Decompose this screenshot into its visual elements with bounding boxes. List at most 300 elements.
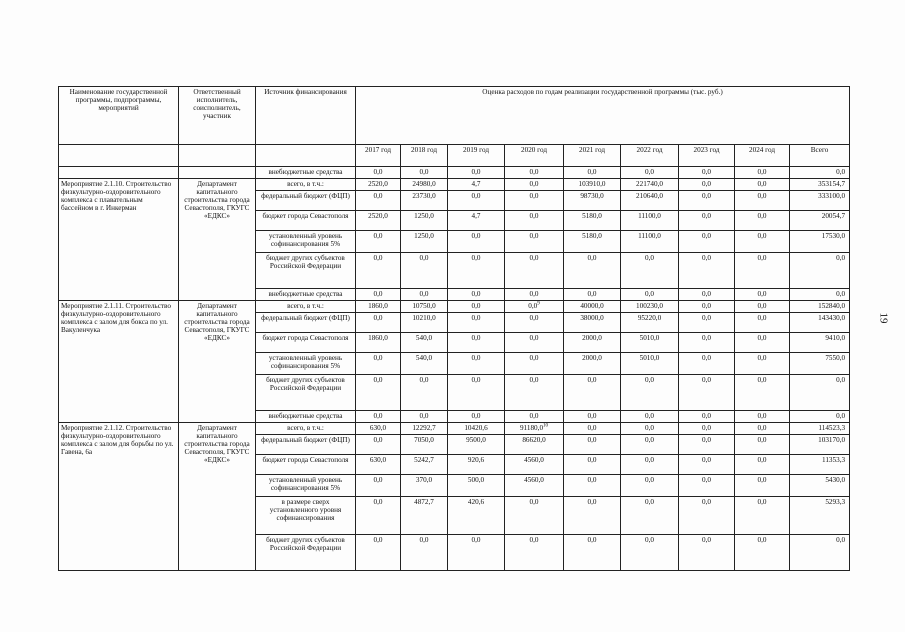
source-cell: внебюджетные средства [256, 167, 356, 179]
value-cell [401, 211, 448, 231]
value-cell [735, 301, 790, 313]
value-text: 0,0 [702, 424, 711, 432]
value-text: 0,0 [373, 192, 383, 200]
value-cell [356, 301, 401, 313]
table-row [59, 179, 850, 191]
value-text: 1860,0 [368, 334, 388, 342]
value-cell [448, 455, 505, 475]
value-text: 0,0 [529, 232, 539, 240]
value-cell [564, 423, 621, 435]
value-text: 333100,0 [818, 192, 846, 200]
value-cell [448, 253, 505, 289]
value-cell [564, 231, 621, 253]
value-cell [564, 253, 621, 289]
value-text: 500,0 [467, 476, 485, 484]
value-cell [356, 455, 401, 475]
value-cell [448, 167, 505, 179]
value-cell [564, 179, 621, 191]
value-cell [790, 333, 850, 353]
value-cell [564, 301, 621, 313]
value-text: 0,0 [529, 314, 539, 322]
value-cell [790, 167, 850, 179]
value-text: 0,0 [373, 354, 383, 362]
value-cell [356, 191, 401, 211]
value-cell [356, 289, 401, 301]
value-cell [356, 313, 401, 333]
value-cell [735, 375, 790, 411]
value-text: 0,0 [529, 376, 539, 384]
value-text: 353154,7 [818, 180, 846, 188]
value-cell [790, 191, 850, 211]
header-name: Наименование государственной программы, подпрограммы, мероприятий [59, 87, 179, 145]
value-cell [735, 455, 790, 475]
value-text: 0,0 [419, 254, 429, 262]
value-text: 0,0 [587, 376, 597, 384]
value-cell [356, 333, 401, 353]
value-text: 0,0 [529, 290, 539, 298]
value-cell [621, 475, 679, 497]
source-cell: установленный уровень софинансирования 5% [256, 475, 356, 497]
value-cell [505, 301, 564, 313]
value-text: 2520,0 [368, 180, 388, 188]
value-text: 0,0 [373, 232, 383, 240]
value-text: 0,0 [471, 290, 481, 298]
value-text: 0,0 [702, 334, 711, 342]
value-cell [564, 211, 621, 231]
value-text: 0,0 [757, 314, 767, 322]
measure-executor: Департамент капитального строительства города Севастополя, ГКУГС «ЕДКС» [179, 301, 256, 423]
value-cell [448, 211, 505, 231]
value-cell [735, 179, 790, 191]
value-text: 0,0 [836, 412, 846, 420]
table-row [59, 423, 850, 435]
value-text: 0,0 [529, 254, 539, 262]
value-text: 0,0 [702, 302, 711, 310]
value-cell [401, 435, 448, 455]
value-text: 0,0 [529, 412, 539, 420]
value-cell [790, 353, 850, 375]
value-text: 5180,0 [582, 232, 602, 240]
value-cell [564, 497, 621, 535]
value-cell [790, 497, 850, 535]
value-text: 0,0 [528, 302, 538, 310]
value-cell [621, 167, 679, 179]
value-text: 0,0 [645, 168, 654, 176]
value-text: 4,7 [471, 180, 481, 188]
source-cell: бюджет города Севастополя [256, 455, 356, 475]
value-text: 0,0 [587, 476, 597, 484]
value-text: 7050,0 [414, 436, 434, 444]
value-text: 0,0 [757, 302, 767, 310]
value-text: 0,0 [419, 412, 429, 420]
value-cell [621, 179, 679, 191]
value-cell [790, 253, 850, 289]
value-cell [505, 497, 564, 535]
value-text: 0,0 [757, 456, 767, 464]
value-text: 0,0 [419, 376, 429, 384]
value-text: 0,0 [529, 498, 539, 506]
value-cell [564, 289, 621, 301]
value-text: 0,0 [373, 476, 383, 484]
table-row [59, 167, 850, 179]
source-cell: бюджет города Севастополя [256, 333, 356, 353]
value-cell [679, 353, 735, 375]
page-number: 19 [877, 312, 890, 324]
value-text: 0,0 [529, 180, 539, 188]
value-cell [621, 435, 679, 455]
value-text: 4560,0 [524, 476, 544, 484]
value-text: 0,0 [702, 354, 711, 362]
value-cell [621, 375, 679, 411]
value-text: 103910,0 [578, 180, 606, 188]
year-header: 2023 год [679, 145, 735, 167]
value-text: 1250,0 [414, 232, 434, 240]
value-text: 0,0 [702, 314, 711, 322]
value-cell [505, 313, 564, 333]
value-cell [735, 313, 790, 333]
year-header: 2020 год [505, 145, 564, 167]
value-text: 5010,0 [639, 354, 660, 362]
value-cell [679, 253, 735, 289]
source-cell: внебюджетные средства [256, 411, 356, 423]
value-text: 20054,7 [821, 212, 846, 220]
value-cell [448, 179, 505, 191]
value-cell [735, 333, 790, 353]
value-text: 0,0 [529, 536, 539, 544]
value-cell [735, 253, 790, 289]
value-text: 10750,0 [412, 302, 436, 310]
value-text: 4560,0 [524, 456, 544, 464]
value-cell [448, 423, 505, 435]
value-text: 11353,3 [822, 456, 846, 464]
value-text: 0,0 [373, 536, 383, 544]
value-cell [401, 253, 448, 289]
year-header: 2021 год [564, 145, 621, 167]
value-text: 5180,0 [582, 212, 602, 220]
value-text: 9500,0 [466, 436, 486, 444]
header-blank-3 [256, 145, 356, 167]
value-text: 0,0 [702, 412, 711, 420]
value-text: 0,0 [587, 436, 597, 444]
value-cell [356, 411, 401, 423]
value-text: 23730,0 [412, 192, 436, 200]
measure-name: Мероприятие 2.1.10. Строительство физкультурно-оздоровительного комплекса с плавательным бассейном в г. Инкерман [59, 179, 179, 301]
header-blank-2 [179, 145, 256, 167]
value-cell [679, 301, 735, 313]
value-cell [621, 423, 679, 435]
value-cell [401, 333, 448, 353]
value-text: 0,0 [645, 290, 654, 298]
value-text: 0,0 [645, 456, 654, 464]
source-cell: бюджет города Севастополя [256, 211, 356, 231]
value-cell [790, 375, 850, 411]
value-text: 540,0 [415, 354, 433, 362]
value-cell [505, 211, 564, 231]
value-cell [356, 179, 401, 191]
value-cell [790, 535, 850, 571]
value-cell [679, 231, 735, 253]
value-text: 10420,6 [464, 424, 488, 432]
value-cell [401, 475, 448, 497]
value-cell [621, 301, 679, 313]
value-text: 11100,0 [638, 212, 661, 220]
value-cell [679, 191, 735, 211]
source-cell: бюджет других субъектов Российской Федерации [256, 535, 356, 571]
value-text: 0,0 [757, 412, 767, 420]
value-cell [679, 179, 735, 191]
value-cell [564, 535, 621, 571]
value-cell [735, 211, 790, 231]
value-text: 1860,0 [368, 302, 388, 310]
footnote-mark: 10 [543, 423, 549, 429]
value-cell [505, 253, 564, 289]
value-cell [735, 497, 790, 535]
value-text: 0,0 [702, 498, 711, 506]
value-text: 5293,3 [825, 498, 846, 506]
value-text: 0,0 [529, 168, 539, 176]
value-text: 95220,0 [637, 314, 662, 322]
source-cell: установленный уровень софинансирования 5% [256, 353, 356, 375]
value-cell [679, 455, 735, 475]
value-text: 0,0 [645, 536, 654, 544]
value-text: 38000,0 [580, 314, 604, 322]
value-cell [679, 313, 735, 333]
value-cell [505, 411, 564, 423]
value-cell [401, 375, 448, 411]
value-cell [790, 423, 850, 435]
value-text: 9410,0 [825, 334, 846, 342]
value-text: 143430,0 [818, 314, 846, 322]
value-text: 0,0 [587, 498, 597, 506]
value-cell [401, 535, 448, 571]
value-text: 0,0 [757, 354, 767, 362]
value-text: 0,0 [645, 254, 654, 262]
value-cell [505, 353, 564, 375]
value-text: 0,0 [702, 456, 711, 464]
value-cell [564, 167, 621, 179]
value-cell [505, 167, 564, 179]
value-text: 0,0 [419, 168, 429, 176]
value-cell [790, 289, 850, 301]
value-text: 2520,0 [368, 212, 388, 220]
value-text: 2000,0 [582, 354, 602, 362]
value-cell [505, 455, 564, 475]
value-text: 0,0 [702, 290, 711, 298]
value-text: 0,0 [836, 290, 846, 298]
value-text: 0,0 [757, 254, 767, 262]
value-cell [356, 353, 401, 375]
value-cell [401, 179, 448, 191]
value-cell [401, 191, 448, 211]
measure-name: Мероприятие 2.1.12. Строительство физкультурно-оздоровительного комплекса с залом для борьбы по ул. Гавена, 6а [59, 423, 179, 571]
value-cell [735, 191, 790, 211]
value-text: 0,0 [757, 424, 767, 432]
value-cell [621, 455, 679, 475]
source-cell: всего, в т.ч.: [256, 179, 356, 191]
value-text: 0,0 [373, 290, 383, 298]
value-text: 0,0 [757, 334, 767, 342]
value-cell [448, 411, 505, 423]
value-text: 0,0 [757, 536, 767, 544]
value-text: 0,0 [529, 334, 539, 342]
value-cell [564, 455, 621, 475]
value-cell [356, 535, 401, 571]
value-cell [401, 423, 448, 435]
value-cell [448, 301, 505, 313]
value-text: 0,0 [836, 168, 846, 176]
value-text: 0,0 [419, 290, 429, 298]
value-text: 0,0 [836, 536, 846, 544]
header-blank-1 [59, 145, 179, 167]
value-text: 0,0 [471, 192, 481, 200]
value-cell [448, 231, 505, 253]
value-text: 0,0 [529, 212, 539, 220]
value-cell [356, 253, 401, 289]
value-cell [679, 475, 735, 497]
value-cell [448, 535, 505, 571]
value-text: 0,0 [587, 168, 597, 176]
value-cell [356, 231, 401, 253]
value-cell [790, 475, 850, 497]
value-cell [735, 289, 790, 301]
value-cell [790, 435, 850, 455]
value-cell [448, 289, 505, 301]
value-cell [790, 455, 850, 475]
value-cell [505, 179, 564, 191]
value-cell [448, 353, 505, 375]
header-estimate: Оценка расходов по годам реализации государственной программы (тыс. руб.) [356, 87, 850, 145]
value-cell [621, 253, 679, 289]
value-cell [401, 497, 448, 535]
value-text: 12292,7 [412, 424, 436, 432]
value-text: 152840,0 [818, 302, 846, 310]
value-text: 100230,0 [636, 302, 663, 310]
value-text: 7550,0 [825, 354, 846, 362]
value-cell [790, 301, 850, 313]
value-text: 0,0 [757, 168, 767, 176]
value-text: 0,0 [419, 536, 429, 544]
value-cell [735, 435, 790, 455]
source-cell: всего, в т.ч.: [256, 301, 356, 313]
value-text: 0,0 [373, 168, 383, 176]
value-text: 0,0 [373, 254, 383, 262]
value-cell [505, 435, 564, 455]
value-cell [564, 191, 621, 211]
measure-name: Мероприятие 2.1.11. Строительство физкультурно-оздоровительного комплекса с залом для бокса по ул. Вакуленчука [59, 301, 179, 423]
source-cell: установленный уровень софинансирования 5% [256, 231, 356, 253]
year-header: 2019 год [448, 145, 505, 167]
value-cell [564, 435, 621, 455]
value-text: 0,0 [471, 376, 481, 384]
value-cell [564, 375, 621, 411]
value-cell [356, 497, 401, 535]
value-cell [401, 455, 448, 475]
value-text: 630,0 [369, 424, 387, 432]
year-header: 2017 год [356, 145, 401, 167]
value-text: 24980,0 [412, 180, 436, 188]
value-cell [356, 423, 401, 435]
source-cell: федеральный бюджет (ФЦП) [256, 313, 356, 333]
value-text: 4872,7 [414, 498, 434, 506]
value-text: 0,0 [836, 254, 846, 262]
value-text: 10210,0 [412, 314, 436, 322]
value-text: 0,0 [471, 232, 481, 240]
value-cell [621, 353, 679, 375]
value-cell [679, 423, 735, 435]
value-text: 0,0 [757, 192, 767, 200]
value-text: 0,0 [587, 412, 597, 420]
value-cell [790, 179, 850, 191]
source-cell: внебюджетные средства [256, 289, 356, 301]
value-cell [505, 191, 564, 211]
value-text: 2000,0 [582, 334, 602, 342]
year-header: 2024 год [735, 145, 790, 167]
value-text: 0,0 [471, 536, 481, 544]
value-cell [401, 289, 448, 301]
header-source: Источник финансирования [256, 87, 356, 145]
measure-executor: Департамент капитального строительства города Севастополя, ГКУГС «ЕДКС» [179, 179, 256, 301]
value-text: 0,0 [702, 192, 711, 200]
value-text: 0,0 [529, 354, 539, 362]
value-cell [505, 423, 564, 435]
value-text: 17530,0 [821, 232, 846, 240]
value-cell [401, 411, 448, 423]
value-text: 0,0 [373, 314, 383, 322]
value-text: 0,0 [702, 536, 711, 544]
source-cell: федеральный бюджет (ФЦП) [256, 191, 356, 211]
value-cell [679, 167, 735, 179]
value-text: 1250,0 [414, 212, 434, 220]
value-text: 0,0 [471, 412, 481, 420]
value-text: 0,0 [471, 302, 481, 310]
value-cell [621, 333, 679, 353]
value-text: 420,6 [467, 498, 485, 506]
value-text: 11100,0 [638, 232, 661, 240]
value-cell [505, 231, 564, 253]
budget-table [58, 86, 850, 571]
value-cell [401, 301, 448, 313]
value-text: 0,0 [757, 232, 767, 240]
value-text: 0,0 [645, 476, 654, 484]
value-text: 114523,3 [818, 424, 846, 432]
value-text: 0,0 [702, 212, 711, 220]
value-text: 0,0 [702, 254, 711, 262]
value-text: 0,0 [645, 498, 654, 506]
value-cell [564, 353, 621, 375]
value-cell [401, 167, 448, 179]
value-cell [735, 475, 790, 497]
empty-cell [179, 167, 256, 179]
value-text: 91180,0 [519, 424, 544, 432]
value-cell [356, 435, 401, 455]
value-cell [356, 211, 401, 231]
source-cell: бюджет других субъектов Российской Федерации [256, 253, 356, 289]
value-cell [621, 497, 679, 535]
value-cell [621, 535, 679, 571]
value-text: 0,0 [757, 476, 767, 484]
value-text: 0,0 [471, 354, 481, 362]
value-text: 0,0 [702, 376, 711, 384]
measure-executor: Департамент капитального строительства города Севастополя, ГКУГС «ЕДКС» [179, 423, 256, 571]
value-text: 0,0 [587, 290, 597, 298]
value-cell [505, 535, 564, 571]
value-cell [621, 211, 679, 231]
value-text: 0,0 [373, 498, 383, 506]
value-cell [564, 411, 621, 423]
year-header: 2018 год [401, 145, 448, 167]
value-text: 0,0 [702, 476, 711, 484]
value-cell [448, 313, 505, 333]
